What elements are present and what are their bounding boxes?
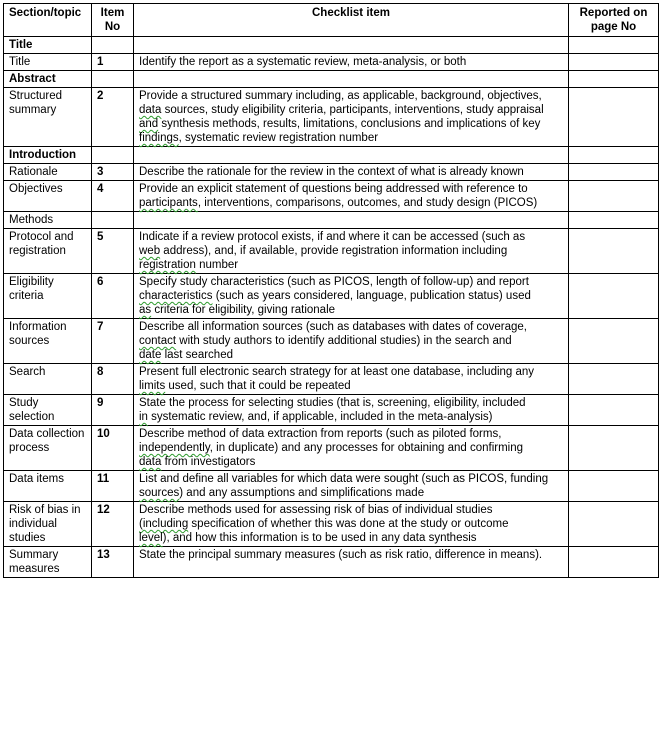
checklist-item-cell [134,471,569,502]
checklist-line [139,472,563,486]
item-number-cell: 7 [92,319,134,364]
checklist-line-text: , systematic review registration number [178,132,379,144]
item-no-cell [92,37,134,54]
checklist-line [139,396,563,410]
reported-page-cell[interactable] [569,471,659,502]
checklist-line-text: Describe method of data extraction from reports (such as piloted forms, [139,428,502,440]
reported-page-cell[interactable] [569,54,659,71]
checklist-line-text: Identify the report as a systematic review, meta-analysis, or both [139,56,467,68]
checklist-line-text: , interventions, comparisons, outcomes, and study design (PICOS) [197,197,538,209]
table-row [4,181,659,212]
table-row [4,364,659,395]
header-checklist-item: Checklist item [134,4,569,37]
checklist-line [139,320,563,334]
reported-page-cell [569,71,659,88]
spellcheck-flagged-word: characteristics [139,290,213,302]
section-topic-cell: Summary measures [4,547,92,578]
checklist-line [139,348,563,362]
section-topic-cell: Objectives [4,181,92,212]
item-number-cell: 4 [92,181,134,212]
checklist-line [139,379,563,393]
spellcheck-flagged-word: registration [139,259,196,271]
table-row [4,88,659,147]
checklist-line-text: State the process for selecting studies (that is, screening, eligibility, included [139,397,526,409]
checklist-line [139,244,563,258]
checklist-line [139,275,563,289]
checklist-line [139,441,563,455]
checklist-line [139,517,563,531]
spellcheck-flagged-word: (including [139,518,189,530]
checklist-item-cell [134,364,569,395]
section-topic-cell: Risk of bias in individual studies [4,502,92,547]
checklist-item-cell [134,547,569,578]
checklist-cell [134,37,569,54]
checklist-line-text: , in duplicate) and any processes for obtaining and confirming [209,442,524,454]
checklist-line [139,365,563,379]
item-number-cell: 12 [92,502,134,547]
checklist-line-text: ), and how this information is to be used in any data synthesis [162,532,477,544]
checklist-line [139,165,563,179]
checklist-line [139,131,563,145]
section-header-label: Methods [4,212,92,229]
spellcheck-flagged-word: limits [139,380,166,392]
checklist-item-cell [134,229,569,274]
checklist-line-text: List and define all variables for which data were sought (such as PICOS, funding [139,473,549,485]
table-row [4,274,659,319]
item-number-cell: 9 [92,395,134,426]
checklist-line [139,531,563,545]
checklist-line-text: Describe all information sources (such as databases with dates of coverage, [139,321,528,333]
reported-page-cell[interactable] [569,319,659,364]
spellcheck-flagged-word: web [139,245,161,257]
section-header-row [4,147,659,164]
checklist-line [139,230,563,244]
checklist-line [139,334,563,348]
item-number-cell: 13 [92,547,134,578]
item-number-cell: 11 [92,471,134,502]
item-number-cell: 5 [92,229,134,274]
checklist-line [139,455,563,469]
checklist-line-text: synthesis methods, results, limitations, conclusions and implications of key [158,118,541,130]
checklist-line-text: Provide a structured summary including, as applicable, background, objectives, [139,90,542,102]
checklist-item-cell [134,54,569,71]
item-number-cell: 1 [92,54,134,71]
checklist-item-cell [134,426,569,471]
spellcheck-flagged-word: and [139,118,159,130]
item-number-cell: 3 [92,164,134,181]
section-header-label: Introduction [4,147,92,164]
checklist-line-text: (such as years considered, language, publication status) used [212,290,531,302]
checklist-cell [134,71,569,88]
checklist-line [139,303,563,317]
item-no-cell [92,71,134,88]
reported-page-cell[interactable] [569,502,659,547]
reported-page-cell [569,212,659,229]
checklist-line-text: systematic review, and, if applicable, included in the meta-analysis) [147,411,493,423]
checklist-line [139,182,563,196]
checklist-line-text: with study authors to identify additional studies) in the search and [176,335,512,347]
spellcheck-flagged-word: contact [139,335,177,347]
header-section: Section/topic [4,4,92,37]
checklist-line-text: criteria for eligibility, giving rationale [151,304,336,316]
reported-page-cell[interactable] [569,88,659,147]
checklist-body [4,37,659,578]
checklist-line-text: Indicate if a review protocol exists, if and where it can be accessed (such as [139,231,526,243]
checklist-line [139,196,563,210]
section-topic-cell: Information sources [4,319,92,364]
checklist-line [139,89,563,103]
section-topic-cell: Protocol and registration [4,229,92,274]
header-row [4,4,659,37]
checklist-line-text: ) and any assumptions and simplifications made [179,487,425,499]
table-row [4,319,659,364]
reported-page-cell[interactable] [569,395,659,426]
table-row [4,164,659,181]
reported-page-cell[interactable] [569,229,659,274]
checklist-line-text: Describe methods used for assessing risk of bias of individual studies [139,504,493,516]
section-topic-cell: Study selection [4,395,92,426]
table-row [4,426,659,471]
checklist-line [139,427,563,441]
checklist-line-text: specification of whether this was done at the study or outcome [188,518,509,530]
table-row [4,471,659,502]
checklist-item-cell [134,502,569,547]
section-topic-cell: Title [4,54,92,71]
section-header-label: Title [4,37,92,54]
reported-page-cell [569,37,659,54]
header-item-no: Item No [92,4,134,37]
section-header-row [4,71,659,88]
checklist-cell [134,212,569,229]
section-topic-cell: Data items [4,471,92,502]
spellcheck-flagged-word: in [139,411,148,423]
header-reported-on-page: Reported on page No [569,4,659,37]
checklist-line [139,55,563,69]
spellcheck-flagged-word: level [139,532,163,544]
section-topic-cell: Data collection process [4,426,92,471]
section-topic-cell: Eligibility criteria [4,274,92,319]
checklist-line-text: State the principal summary measures (such as risk ratio, difference in means). [139,549,543,561]
checklist-line [139,503,563,517]
table-row [4,395,659,426]
checklist-line-text: from investigators [161,456,256,468]
spellcheck-flagged-word: as [139,304,152,316]
checklist-line [139,548,563,562]
section-topic-cell: Search [4,364,92,395]
reported-page-cell[interactable] [569,274,659,319]
checklist-line-text: sources, study eligibility criteria, participants, interventions, study appraisal [161,104,544,116]
spellcheck-flagged-word: sources [139,487,180,499]
table-row [4,502,659,547]
section-header-row [4,37,659,54]
table-row [4,229,659,274]
checklist-line-text: last searched [161,349,233,361]
spellcheck-flagged-word: data [139,104,162,116]
section-topic-cell: Rationale [4,164,92,181]
checklist-cell [134,147,569,164]
checklist-item-cell [134,319,569,364]
checklist-line-text: Present full electronic search strategy for at least one database, including any [139,366,535,378]
checklist-line [139,410,563,424]
reported-page-cell[interactable] [569,547,659,578]
checklist-item-cell [134,164,569,181]
reported-page-cell[interactable] [569,164,659,181]
item-no-cell [92,212,134,229]
checklist-item-cell [134,88,569,147]
checklist-line-text: Provide an explicit statement of questions being addressed with reference to [139,183,528,195]
item-number-cell: 10 [92,426,134,471]
item-number-cell: 6 [92,274,134,319]
item-no-cell [92,147,134,164]
checklist-line [139,117,563,131]
checklist-item-cell [134,181,569,212]
checklist-item-cell [134,274,569,319]
item-number-cell: 8 [92,364,134,395]
section-header-label: Abstract [4,71,92,88]
spellcheck-flagged-word: date [139,349,162,361]
spellcheck-flagged-word: data [139,456,162,468]
reported-page-cell[interactable] [569,426,659,471]
checklist-line-text: address), and, if available, provide registration information including [160,245,508,257]
spellcheck-flagged-word: findings [139,132,179,144]
checklist-line-text: number [195,259,239,271]
checklist-line [139,486,563,500]
prisma-checklist-table [3,3,659,578]
reported-page-cell [569,147,659,164]
checklist-line [139,258,563,272]
checklist-line [139,103,563,117]
table-row [4,547,659,578]
table-row [4,54,659,71]
spellcheck-flagged-word: independently [139,442,210,454]
reported-page-cell[interactable] [569,181,659,212]
reported-page-cell[interactable] [569,364,659,395]
checklist-item-cell [134,395,569,426]
checklist-line-text: Specify study characteristics (such as PICOS, length of follow-up) and report [139,276,529,288]
section-header-row [4,212,659,229]
checklist-line-text: used, such that it could be repeated [165,380,351,392]
checklist-line-text: Describe the rationale for the review in the context of what is already known [139,166,524,178]
spellcheck-flagged-word: participants [139,197,198,209]
checklist-line [139,289,563,303]
item-number-cell: 2 [92,88,134,147]
section-topic-cell: Structured summary [4,88,92,147]
